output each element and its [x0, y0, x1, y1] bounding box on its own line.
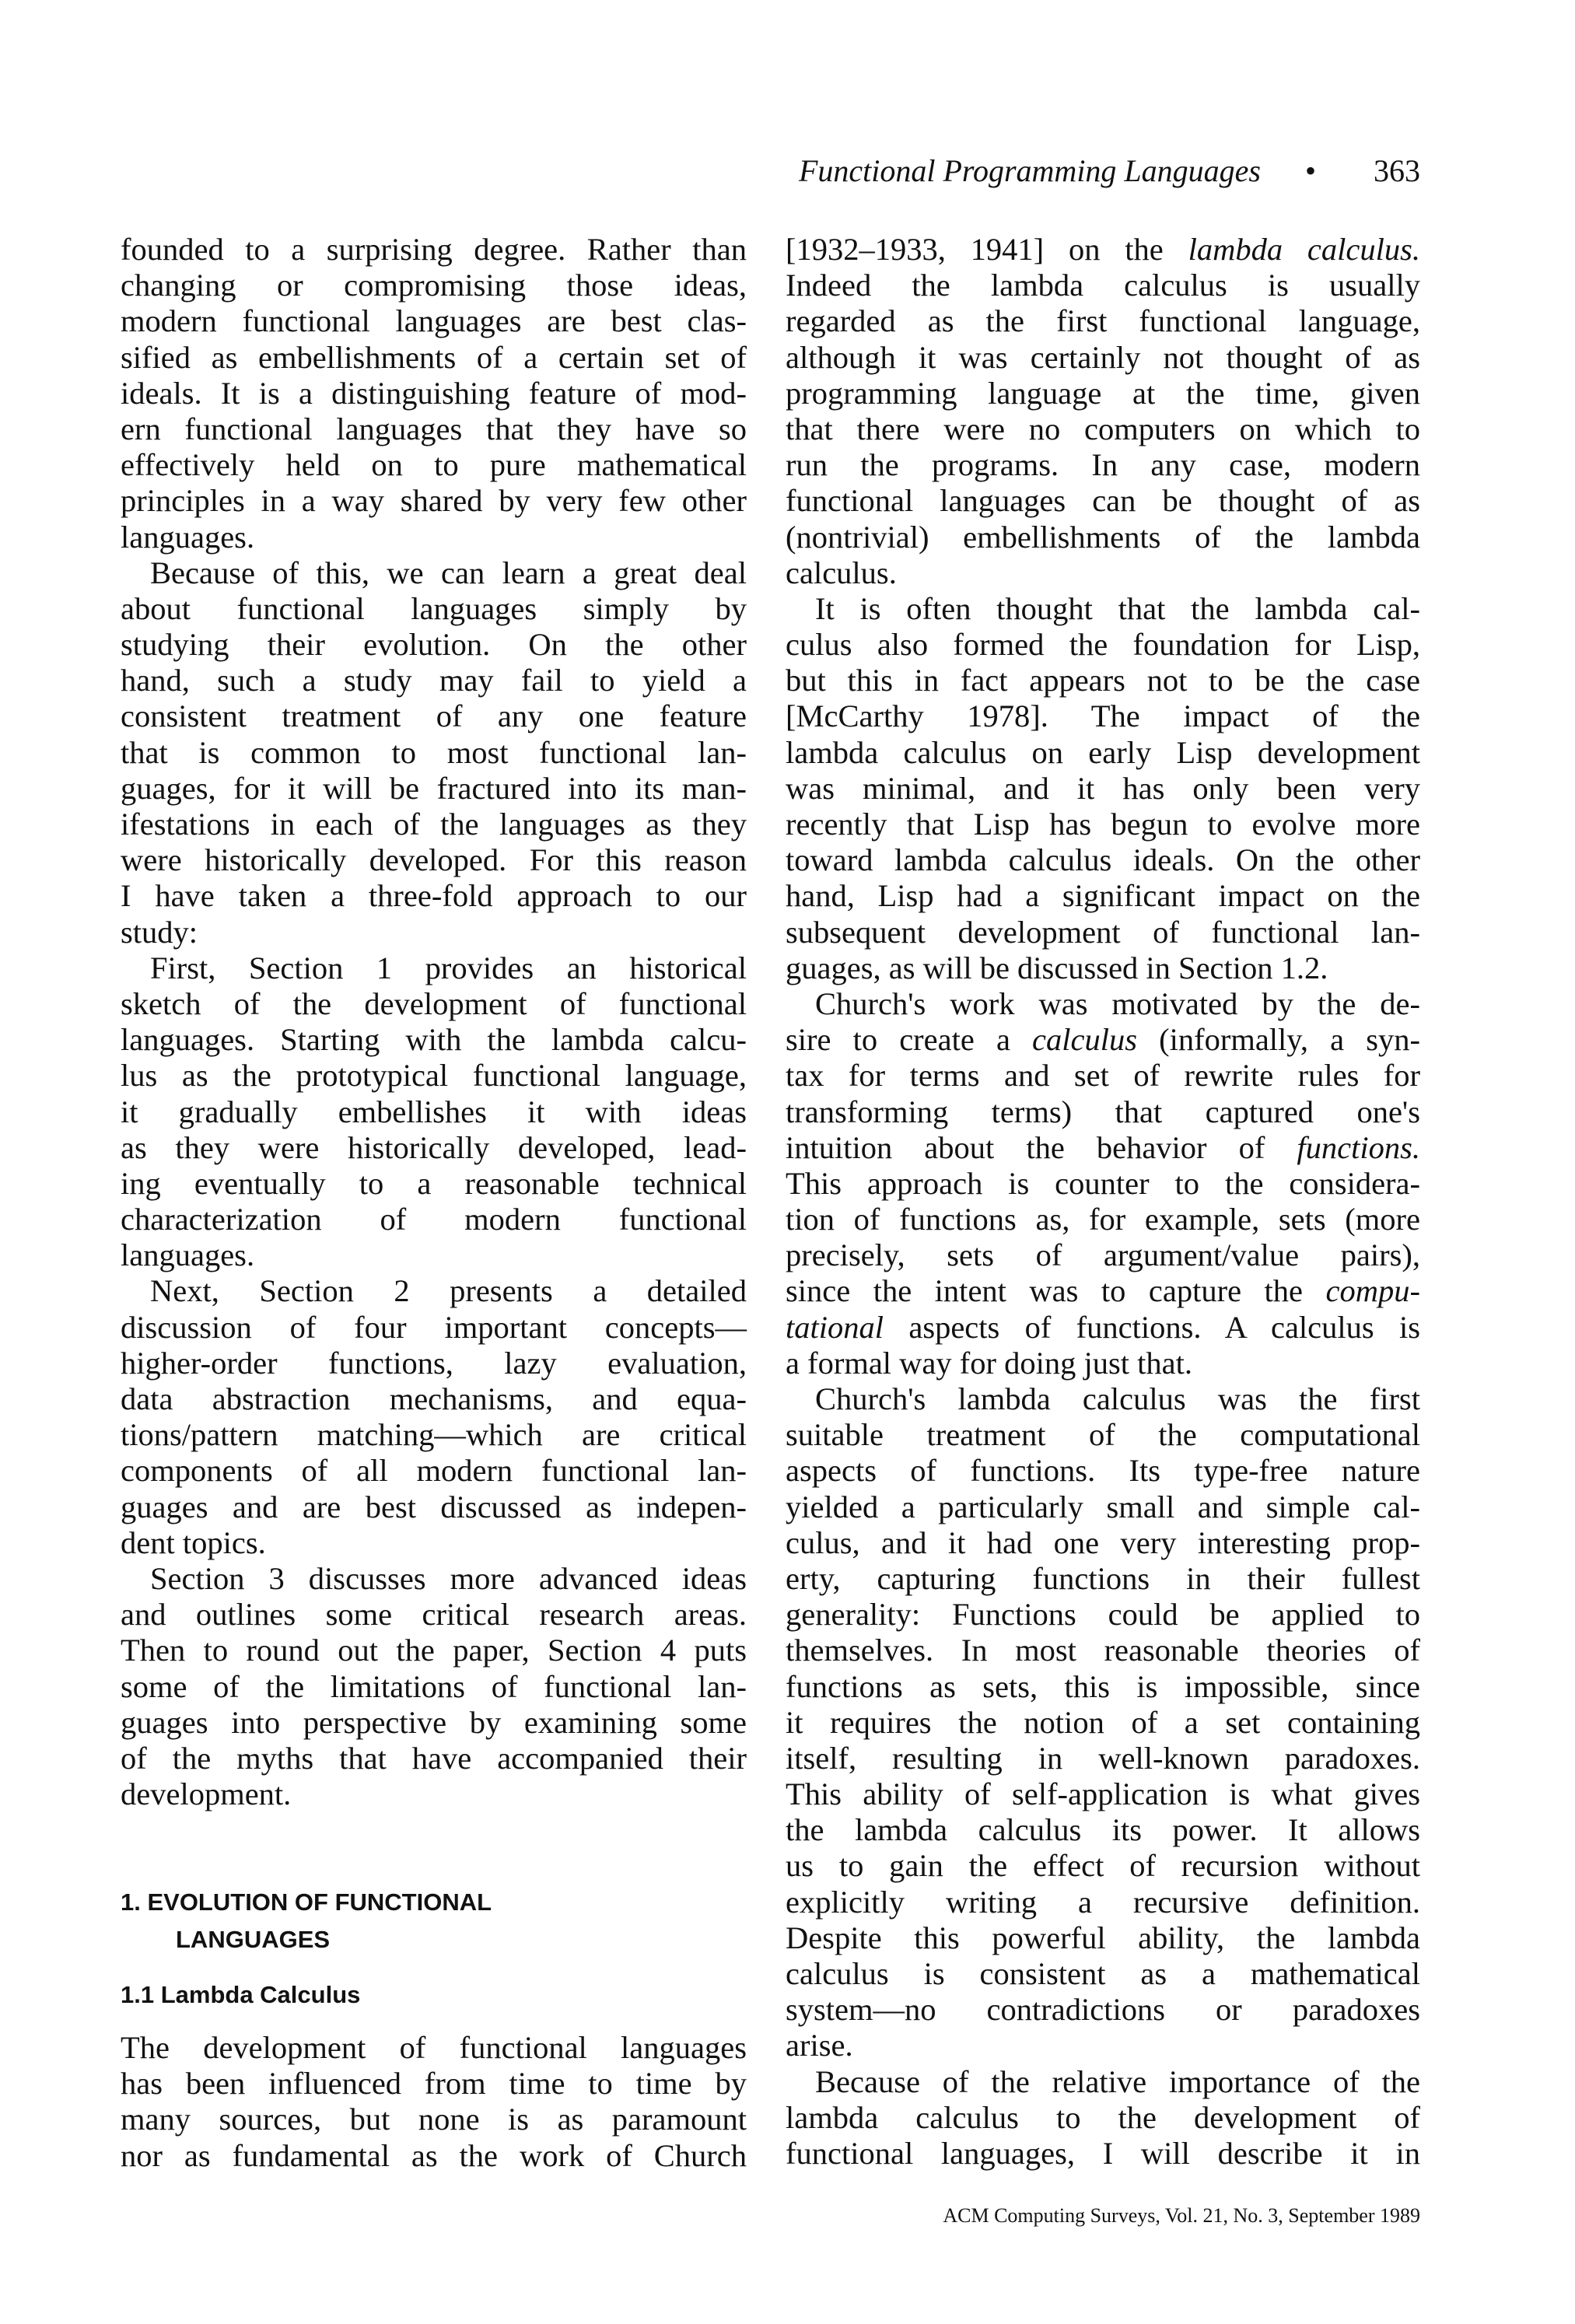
text-line: The development of functional languages — [121, 2030, 747, 2065]
text-line: has been influenced from time to time by — [121, 2066, 747, 2102]
text-segment: sire to create a — [786, 1022, 1033, 1058]
text-line: programming language at the time, given — [786, 375, 1420, 411]
text-line: and outlines some critical research areas. — [121, 1597, 747, 1633]
text-line: functions as sets, this is impossible, since — [786, 1668, 1420, 1704]
text-line: languages. — [121, 1237, 255, 1273]
text-line: Because of the relative importance of the — [815, 2063, 1420, 2099]
text-line: sified as embellishments of a certain set of — [121, 339, 747, 375]
text-line: lambda calculus on early Lisp development — [786, 734, 1420, 770]
text-line: explicitly writing a recursive definition. — [786, 1884, 1420, 1920]
text-line: calculus. — [786, 555, 897, 590]
text-line: about functional languages simply by — [121, 590, 747, 626]
text-line: transforming terms) that captured one's — [786, 1094, 1420, 1129]
page-number: 363 — [1374, 153, 1420, 188]
text-line: themselves. In most reasonable theories of — [786, 1633, 1420, 1668]
text-line: First, Section 1 provides an historical — [150, 950, 747, 985]
text-line: ern functional languages that they have so — [121, 411, 747, 446]
text-line — [786, 1310, 1420, 1346]
text-line: This ability of self-application is what gives — [786, 1776, 1420, 1812]
text-line: It is often thought that the lambda cal- — [815, 590, 1420, 626]
text-line: lus as the prototypical functional language, — [121, 1058, 747, 1094]
text-line: effectively held on to pure mathematical — [121, 447, 747, 483]
text-line: that there were no computers on which to — [786, 411, 1420, 446]
text-line: This approach is counter to the considera- — [786, 1165, 1420, 1201]
text-line: Section 3 discusses more advanced ideas — [150, 1560, 747, 1596]
paragraph — [786, 2064, 1420, 2172]
text-line: data abstraction mechanisms, and equa- — [121, 1381, 747, 1416]
text-segment: [1932–1933, 1941] on the — [786, 232, 1188, 267]
text-line: it requires the notion of a set containing — [786, 1704, 1420, 1740]
paragraph — [786, 986, 1420, 1381]
text-line: system—no contradictions or paradoxes — [786, 1992, 1420, 2028]
text-line: tion of functions as, for example, sets (more — [786, 1202, 1420, 1237]
text-segment: aspects of functions. A calculus is — [884, 1309, 1420, 1345]
running-header — [622, 152, 1420, 193]
text-line: languages. — [121, 519, 255, 555]
text-line: guages and are best discussed as indepen- — [121, 1489, 747, 1524]
text-line: changing or compromising those ideas, — [121, 268, 747, 303]
text-line: Church's lambda calculus was the first — [815, 1381, 1420, 1416]
text-line: lambda calculus to the development of — [786, 2099, 1420, 2135]
text-line: it gradually embellishes it with ideas — [121, 1094, 747, 1129]
italic-term: calculus — [1032, 1022, 1137, 1058]
text-line: recently that Lisp has begun to evolve more — [786, 807, 1420, 842]
text-line: nor as fundamental as the work of Church — [121, 2137, 747, 2173]
text-line: subsequent development of functional lan- — [786, 914, 1420, 950]
paragraph — [121, 1273, 747, 1561]
text-line: arise. — [786, 2028, 853, 2063]
italic-term: compu- — [1325, 1273, 1420, 1309]
text-line: guages into perspective by examining some — [121, 1704, 747, 1740]
text-line — [786, 1273, 1420, 1309]
italic-term: functions. — [1297, 1129, 1420, 1165]
section-heading-line-1: 1. EVOLUTION OF FUNCTIONAL — [121, 1888, 492, 1916]
paragraph — [121, 950, 747, 1274]
text-line: aspects of functions. Its type-free nature — [786, 1453, 1420, 1489]
text-line: discussion of four important concepts— — [121, 1309, 747, 1345]
paragraph — [121, 1561, 747, 1812]
text-line: functional languages, I will describe it in — [786, 2135, 1420, 2171]
paragraph — [786, 591, 1420, 986]
text-line: components of all modern functional lan- — [121, 1453, 747, 1489]
text-line: but this in fact appears not to be the case — [786, 663, 1420, 698]
left-column — [121, 232, 747, 1812]
paragraph — [121, 2030, 747, 2174]
text-line: studying their evolution. On the other — [121, 627, 747, 663]
text-segment: intuition about the behavior of — [786, 1129, 1297, 1165]
subsection-heading: 1.1 Lambda Calculus — [121, 1981, 361, 2008]
text-line: suitable treatment of the computational — [786, 1417, 1420, 1453]
section-heading-line-2: LANGUAGES — [176, 1926, 331, 1953]
text-line: erty, capturing functions in their fullest — [786, 1560, 1420, 1596]
text-line — [786, 232, 1420, 268]
section-body — [121, 2030, 747, 2174]
text-line: us to gain the effect of recursion without — [786, 1848, 1420, 1884]
running-title: Functional Programming Languages — [798, 153, 1261, 188]
paragraph — [121, 555, 747, 950]
text-line: guages, as will be discussed in Section 1.2. — [786, 950, 1328, 985]
text-line: that is common to most functional lan- — [121, 734, 747, 770]
text-line: development. — [121, 1776, 292, 1812]
text-line: study: — [121, 914, 198, 950]
bullet-separator: • — [1305, 153, 1317, 188]
text-line: although it was certainly not thought of as — [786, 339, 1420, 375]
text-line: of the myths that have accompanied their — [121, 1740, 747, 1776]
text-line: ifestations in each of the languages as they — [121, 807, 747, 842]
text-segment: since the intent was to capture the — [786, 1273, 1326, 1309]
text-line: higher-order functions, lazy evaluation, — [121, 1345, 747, 1381]
text-line: many sources, but none is as paramount — [121, 2102, 747, 2137]
text-line: hand, Lisp had a significant impact on the — [786, 878, 1420, 914]
text-line: guages, for it will be fractured into its man- — [121, 770, 747, 806]
text-line: consistent treatment of any one feature — [121, 698, 747, 734]
text-line: ideals. It is a distinguishing feature of mod- — [121, 375, 747, 411]
text-line: generality: Functions could be applied to — [786, 1597, 1420, 1633]
journal-footer: ACM Computing Surveys, Vol. 21, No. 3, September 1989 — [943, 2204, 1420, 2227]
text-line: run the programs. In any case, modern — [786, 447, 1420, 483]
text-line: toward lambda calculus ideals. On the other — [786, 842, 1420, 878]
text-line: was minimal, and it has only been very — [786, 770, 1420, 806]
text-line: regarded as the first functional language, — [786, 303, 1420, 339]
italic-term: tational — [786, 1309, 884, 1345]
text-line: yielded a particularly small and simple cal- — [786, 1489, 1420, 1524]
text-line: principles in a way shared by very few other — [121, 483, 747, 519]
text-line: sketch of the development of functional — [121, 985, 747, 1021]
text-line: itself, resulting in well-known paradoxes. — [786, 1740, 1420, 1776]
text-line: functional languages can be thought of as — [786, 483, 1420, 519]
text-line: tions/pattern matching—which are critical — [121, 1417, 747, 1453]
text-line: Because of this, we can learn a great deal — [150, 555, 747, 590]
section-heading — [121, 1884, 492, 1958]
text-line: Despite this powerful ability, the lambda — [786, 1920, 1420, 1955]
text-line: tax for terms and set of rewrite rules for — [786, 1058, 1420, 1094]
text-line — [786, 1022, 1420, 1058]
text-line: a formal way for doing just that. — [786, 1345, 1192, 1381]
paragraph — [786, 232, 1420, 591]
text-line: I have taken a three-fold approach to our — [121, 878, 747, 914]
text-line: languages. Starting with the lambda calcu- — [121, 1022, 747, 1058]
right-column — [786, 232, 1420, 2172]
text-line: calculus is consistent as a mathematical — [786, 1956, 1420, 1991]
text-line: (nontrivial) embellishments of the lambda — [786, 519, 1420, 555]
text-line: culus also formed the foundation for Lisp, — [786, 627, 1420, 663]
text-line: founded to a surprising degree. Rather than — [121, 232, 747, 267]
text-line: culus, and it had one very interesting prop- — [786, 1524, 1420, 1560]
text-line: modern functional languages are best clas- — [121, 303, 747, 339]
text-line: characterization of modern functional — [121, 1202, 747, 1237]
text-line: Church's work was motivated by the de- — [815, 985, 1420, 1021]
text-line: Next, Section 2 presents a detailed — [150, 1273, 747, 1309]
text-line: were historically developed. For this reason — [121, 842, 747, 878]
text-line: hand, such a study may fail to yield a — [121, 663, 747, 698]
text-line: some of the limitations of functional lan- — [121, 1668, 747, 1704]
text-line: dent topics. — [121, 1524, 266, 1560]
text-line: ing eventually to a reasonable technical — [121, 1165, 747, 1201]
text-line: Indeed the lambda calculus is usually — [786, 268, 1420, 303]
text-line: as they were historically developed, lead- — [121, 1129, 747, 1165]
text-line: [McCarthy 1978]. The impact of the — [786, 698, 1420, 734]
italic-term: lambda calculus. — [1188, 232, 1421, 267]
text-line: precisely, sets of argument/value pairs), — [786, 1237, 1420, 1273]
text-line: Then to round out the paper, Section 4 puts — [121, 1633, 747, 1668]
text-line — [786, 1130, 1420, 1166]
paragraph — [121, 232, 747, 555]
paragraph — [786, 1381, 1420, 2064]
text-segment: (informally, a syn- — [1137, 1022, 1420, 1058]
text-line: the lambda calculus its power. It allows — [786, 1812, 1420, 1848]
